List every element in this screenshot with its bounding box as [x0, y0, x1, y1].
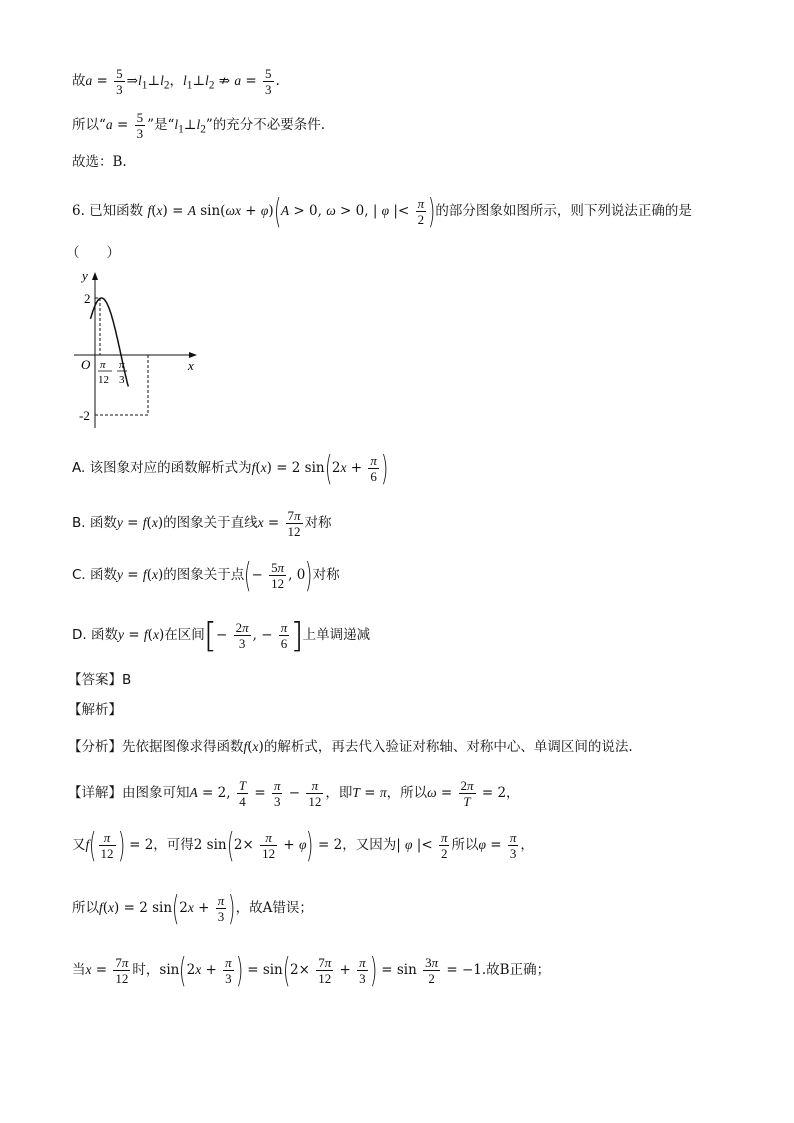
sine-graph: [70, 268, 210, 433]
analysis-heading: 【解析】: [68, 702, 122, 718]
fenxi-line: 【分析】先依据图像求得函数f(x)的解析式，再去代入验证对称轴、对称中心、单调区间的说法.: [68, 739, 633, 755]
y-axis-label: y: [82, 268, 88, 283]
you-line: 又f( $\frac{\pi}{12}$ ) = 2，可得2 sin(2× $\frac{\pi}{12}$ + φ) = 2，又因为| φ |< $\frac{\pi}{2}$ 所以φ = $\frac{\pi}{3}$ ，: [72, 825, 534, 866]
question-6-stem: 6. 已知函数 f(x) = A sin(ωx + φ)(A > 0, ω > 0, | φ |< $\frac{\pi}{2}$ )的部分图象如图所示，则下列说法正确的是: [72, 191, 692, 232]
origin-label: O: [81, 357, 91, 372]
question-6-paren: （ ）: [66, 245, 120, 261]
tick-pi-12-den: 12: [98, 374, 109, 386]
option-d: D. 函数y = f(x)在区间[− $\frac{2\pi}{3}$ , − $\frac{\pi}{6}$ ]上单调递减: [72, 615, 371, 656]
option-a: A. 该图象对应的函数解析式为f(x) = 2 sin(2x + $\frac{\pi}{6}$ ): [72, 448, 389, 489]
dang-line: 当x = $\frac{7\pi}{12}$ 时，sin(2x + $\frac{\pi}{3}$ ) = sin(2× $\frac{7\pi}{12}$ + $\frac{\pi}{3}$ ) = sin $\frac{3\pi}{2}$ = −1.故B正确；: [72, 950, 551, 991]
option-c: C. 函数y = f(x)的图象关于点(− $\frac{5\pi}{12}$ , 0)对称: [72, 555, 340, 596]
option-b: B. 函数y = f(x)的图象关于直线x = $\frac{7\pi}{12}$ 对称: [72, 508, 332, 539]
suoyi-line: 所以f(x) = 2 sin(2x + $\frac{\pi}{3}$ )，故A错误；: [72, 888, 313, 929]
x-axis-label: x: [188, 358, 194, 373]
y-max-label: 2: [84, 291, 91, 306]
solution-line-2: 所以“a = $\frac{5}{3}$ ”是“$l_1\perp l_2$”的充分不必要条件.: [72, 110, 326, 141]
tick-pi-12-num: π: [100, 359, 106, 371]
solution-answer-choice: 故选：B.: [72, 154, 127, 170]
y-min-label: -2: [79, 408, 90, 423]
solution-line-1: 故a = $\frac{5}{3}$ $\Rightarrow l_1\perp l_2$，$l_1\perp l_2$ ⇏ a = $\frac{5}{3}$ .: [72, 66, 280, 97]
xiangjie-line: 【详解】由图象可知A = 2, $\frac{T}{4}$ = $\frac{\pi}{3}$ − $\frac{\pi}{12}$ ，即T = π，所以ω = $\frac{2\pi}{T}$ = 2，: [68, 778, 520, 809]
tick-pi-3-num: π: [119, 359, 125, 371]
tick-pi-3-den: 3: [119, 374, 125, 386]
answer-line: 【答案】B: [68, 672, 132, 688]
